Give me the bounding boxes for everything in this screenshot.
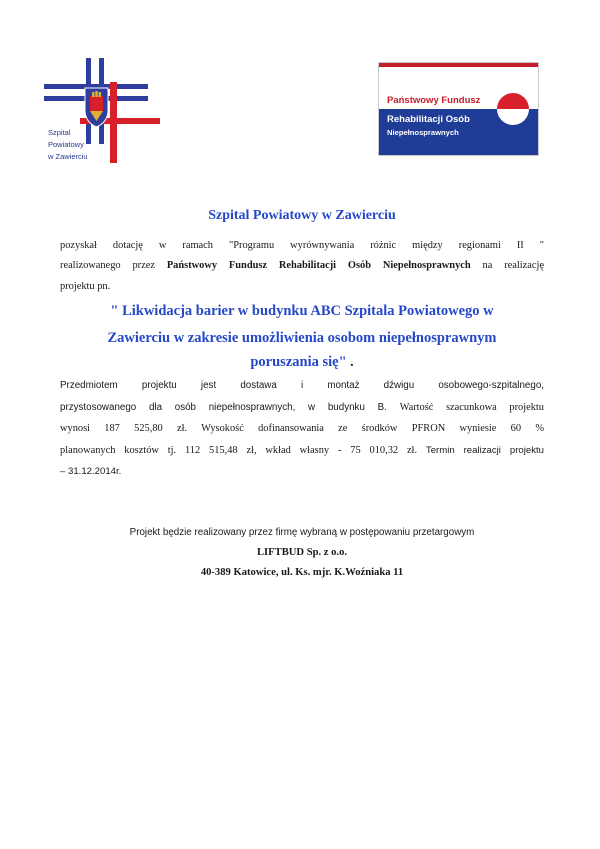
hospital-logo-line2: Powiatowy: [48, 140, 84, 149]
description-line-4: [60, 444, 544, 458]
pfron-logo-line2: Rehabilitacji Osób: [387, 114, 470, 125]
hospital-logo-line3: w Zawierciu: [48, 152, 88, 161]
project-title-line-1: " Likwidacja barier w budynku ABC Szpitala Powiatowego w: [110, 303, 494, 319]
contractor-address: 40-389 Katowice, ul. Ks. mjr. K.Woźniaka 11: [200, 567, 404, 578]
description-line-2-b: Wartość szacunkowa projektu: [399, 402, 544, 413]
pfron-name: Państwowy Fundusz Rehabilitacji Osób Niepełnosprawnych: [166, 260, 471, 271]
description-line-4-b: Termin realizacji projektu: [425, 445, 544, 456]
project-title-line-3-end: .: [346, 355, 354, 370]
project-title-line-3-text: poruszania się": [250, 354, 347, 370]
hospital-logo-line1: Szpital: [48, 128, 71, 137]
description-line-5: – 31.12.2014r.: [60, 466, 122, 477]
description-line-4-a: planowanych kosztów tj. 112 515,48 zł, wkład własny - 75 010,32 zł.: [60, 445, 426, 456]
contractor-intro: Projekt będzie realizowany przez firmę wybraną w postępowaniu przetargowym: [129, 527, 475, 538]
description-line-3: wynosi 187 525,80 zł. Wysokość dofinansowania ze środków PFRON wyniesie 60 %: [60, 423, 544, 434]
pfron-logo-line3: Niepełnosprawnych: [387, 128, 459, 137]
intro-line-3: projektu pn.: [60, 281, 111, 292]
pfron-logo: [378, 62, 539, 156]
pfron-logo-red-bar: [379, 63, 539, 67]
description-line-2-a: przystosowanego dla osób niepełnosprawnych, w budynku B.: [60, 402, 400, 413]
project-title-line-2: Zawierciu w zakresie umożliwienia osobom niepełnosprawnym: [107, 330, 497, 346]
intro-line-2-post: na realizację: [470, 260, 545, 271]
intro-line-1: pozyskał dotację w ramach "Programu wyrównywania różnic między regionami II ": [60, 240, 544, 251]
project-title-line-3: [60, 353, 544, 373]
pfron-disc-icon: [496, 92, 530, 126]
description-line-1: Przedmiotem projektu jest dostawa i montaż dźwigu osobowego-szpitalnego,: [60, 380, 544, 391]
hospital-logo: [40, 58, 160, 163]
contractor-name: LIFTBUD Sp. z o.o.: [256, 547, 348, 558]
description-line-2: [60, 401, 544, 415]
pfron-logo-line1: Państwowy Fundusz: [387, 95, 481, 106]
page-title: Szpital Powiatowy w Zawierciu: [208, 208, 396, 223]
intro-line-2-pre: realizowanego przez: [60, 260, 167, 271]
intro-line-2: [60, 259, 544, 273]
